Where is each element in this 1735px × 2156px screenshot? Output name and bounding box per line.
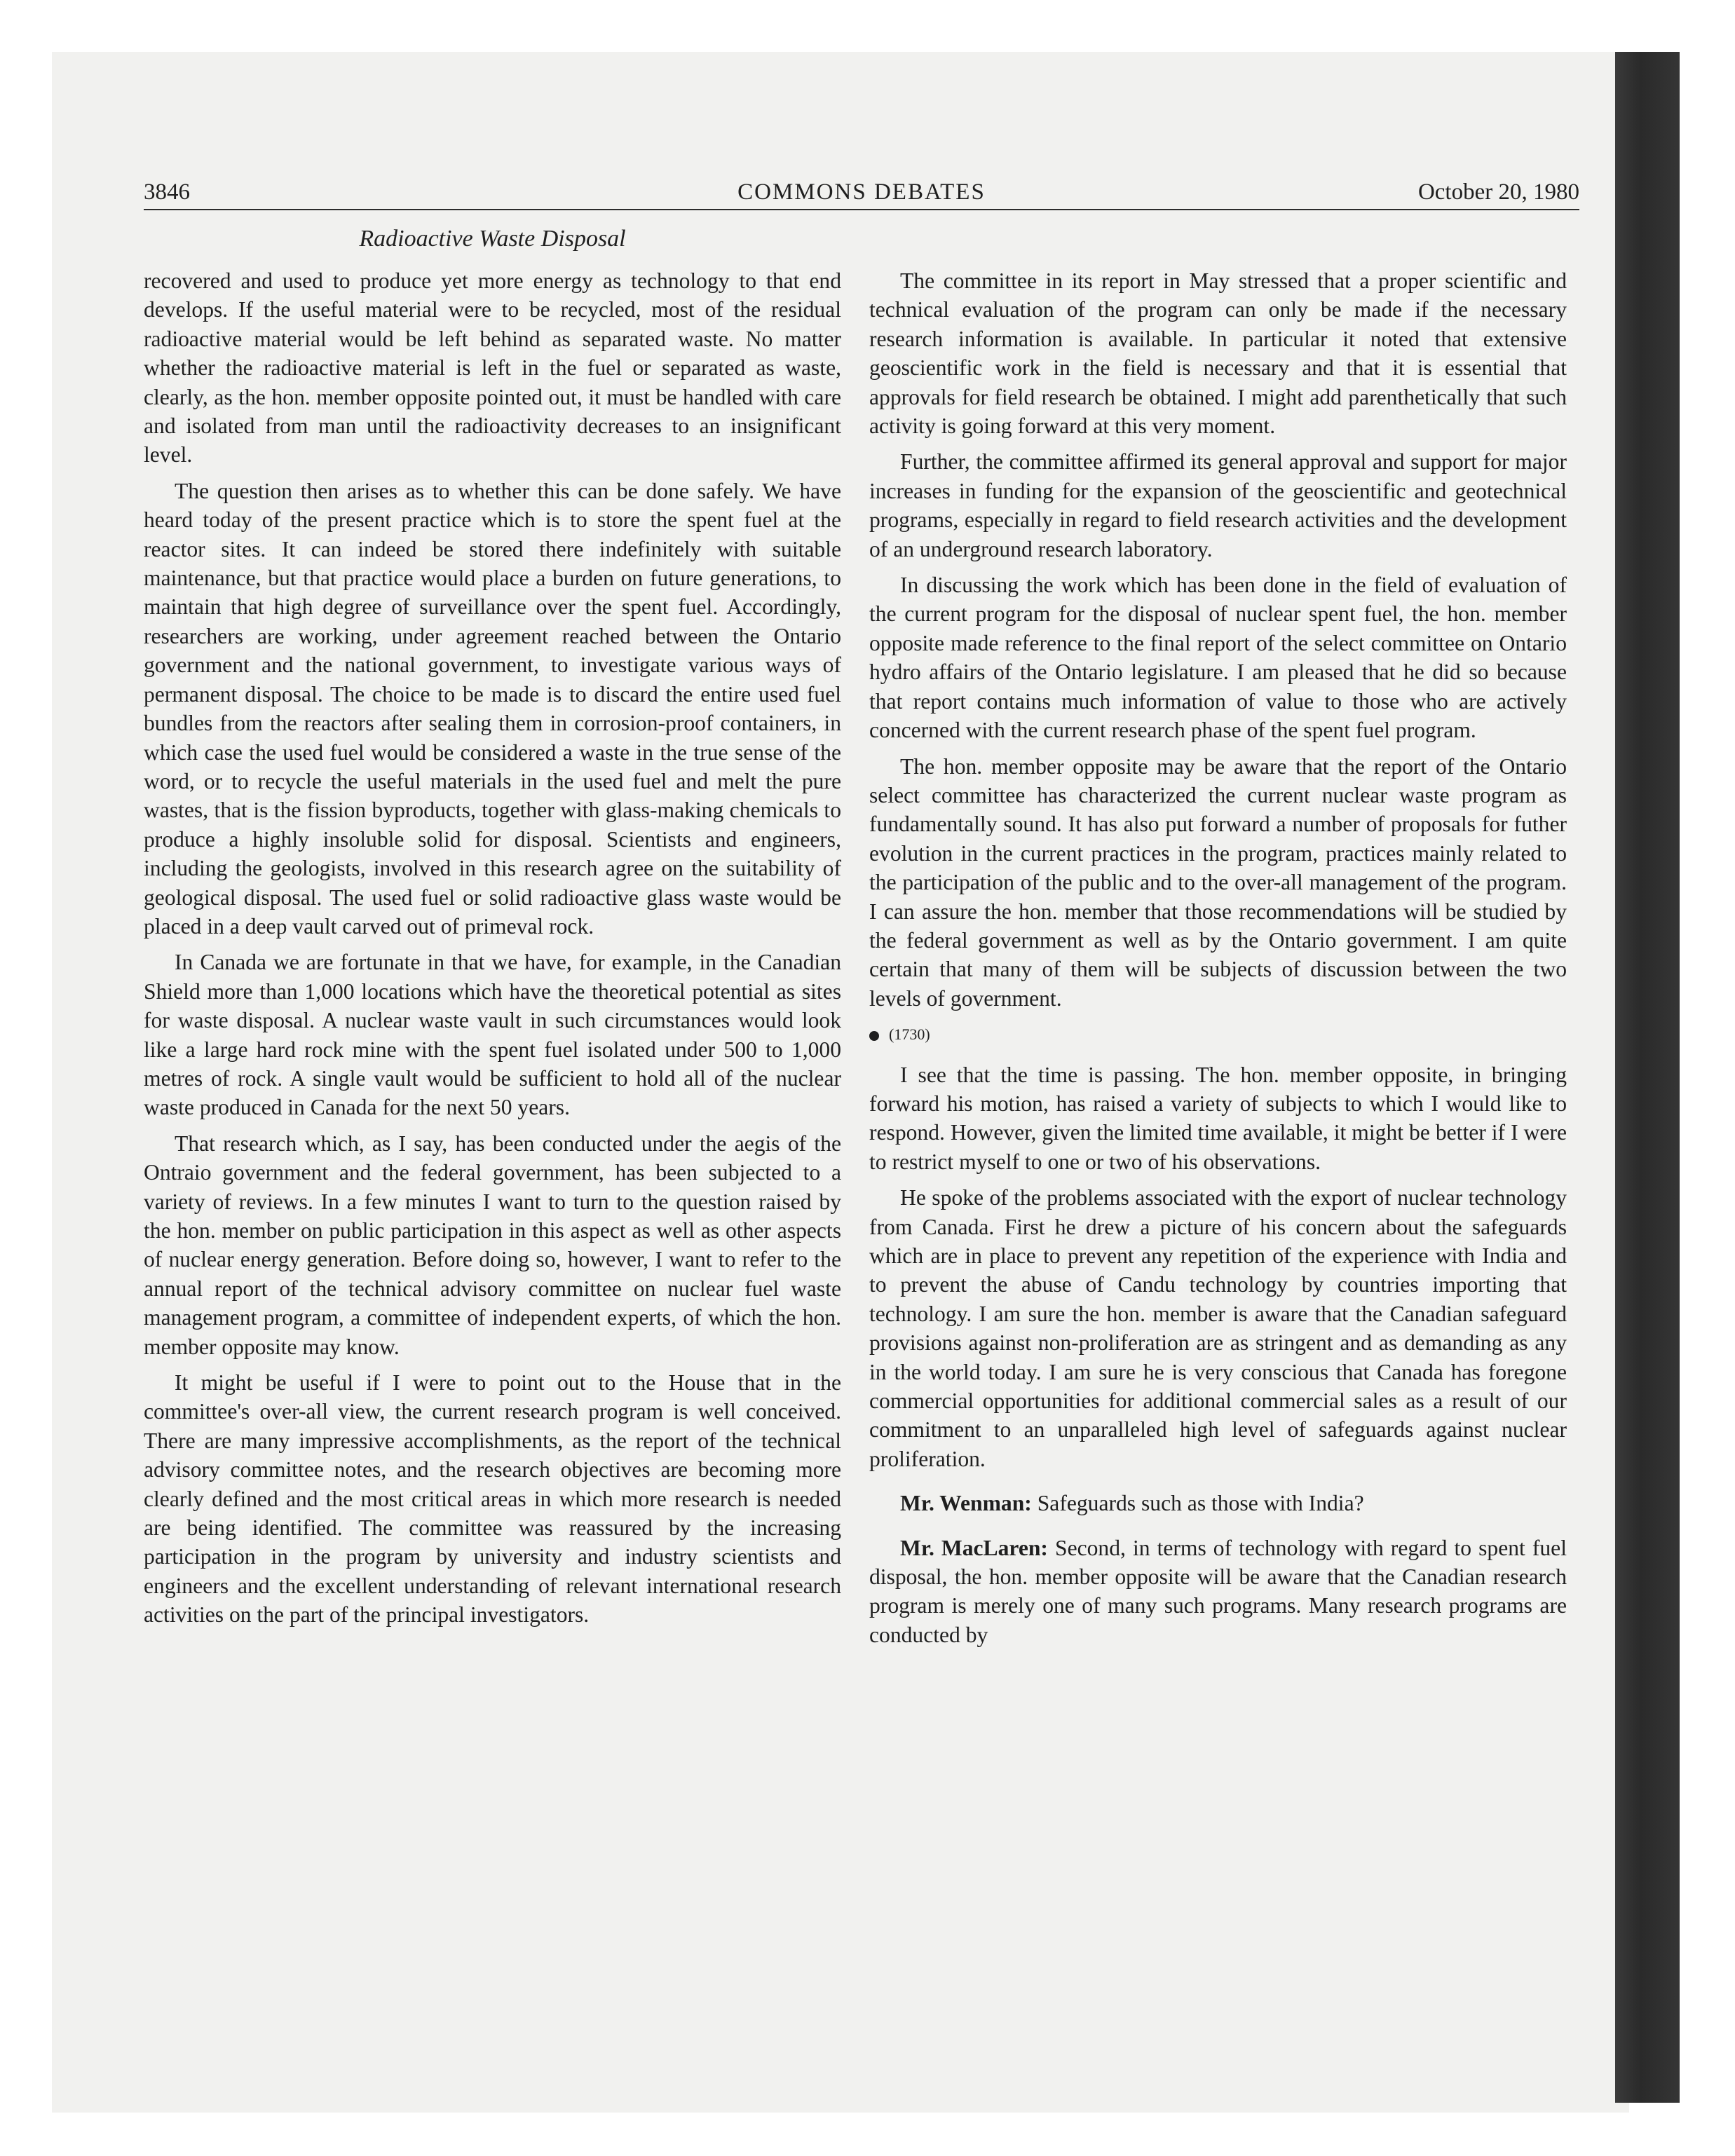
- paragraph: The question then arises as to whether this can be done safely. We have heard today of the present practice which is to store the spent fuel at the reactor sites. It can indeed be stored there indefinitely with suitable maintenance, but that practice would place a burden on future generations, to maintain that high degree of surveillance over the spent fuel. Accordingly, researchers are working, under agreement reached between the Ontario government and the national government, to investigate various ways of permanent disposal. The choice to be made is to discard the entire used fuel bundles from the reactors after sealing them in corrosion-proof containers, in which case the used fuel would be considered a waste in the true sense of the word, or to recycle the useful materials in the used fuel and melt the pure wastes, that is the fission byproducts, together with glass-making chemicals to produce a highly insoluble solid for disposal. Scientists and engineers, including the geologists, involved in this research agree on the suitability of geological disposal. The used fuel or solid radioactive glass waste would be placed in a deep vault carved out of primeval rock.: [144, 478, 841, 939]
- publication-date: October 20, 1980: [1417, 179, 1579, 205]
- left-column: [144, 266, 841, 1637]
- page-number: 3846: [144, 179, 190, 205]
- interjection: [869, 1489, 1567, 1517]
- paragraph: In Canada we are fortunate in that we have, for example, in the Canadian Shield more than 1,000 locations which have the theoretical potential as sites for waste disposal. A nuclear waste vault in such circumstances would look like a large hard rock mine with the spent fuel isolated under 500 to 1,000 metres of rock. A single vault would be sufficient to hold all of the nuclear waste produced in Canada for the next 50 years.: [144, 950, 841, 1120]
- paragraph: Further, the committee affirmed its general approval and support for major increases in funding for the expansion of the geoscientific and geotechnical programs, especially in regard to field research activities and the development of an underground research laboratory.: [869, 449, 1567, 561]
- paragraph: recovered and used to produce yet more energy as technology to that end develops. If the useful material were to be recycled, most of the residual radioactive material would be left behind as separated waste. No matter whether the radioactive material is left in the fuel or separated as waste, clearly, as the hon. member opposite pointed out, it must be handled with care and isolated from man until the radioactivity decreases to an insignificant level.: [144, 268, 841, 468]
- speech-text: Second, in terms of technology with regard to spent fuel disposal, the hon. member opposite will be aware that the Canadian research program is merely one of many such programs. Many research programs are conducted by: [869, 1535, 1567, 1647]
- paragraph: That research which, as I say, has been conducted under the aegis of the Ontraio government and the federal government, has been subjected to a variety of reviews. In a few minutes I want to turn to the question raised by the hon. member on public participation in this aspect as well as other aspects of nuclear energy generation. Before doing so, however, I want to refer to the annual report of the technical advisory committee on nuclear fuel waste management program, a committee of independent experts, of which the hon. member opposite may know.: [144, 1131, 841, 1359]
- paragraph: In discussing the work which has been done in the field of evaluation of the current program for the disposal of nuclear spent fuel, the hon. member opposite made reference to the final report of the select committee on Ontario hydro affairs of the Ontario legislature. I am pleased that he did so because that report contains much information of value to those who are actively concerned with the current research phase of the spent fuel program.: [869, 573, 1567, 743]
- publication-title: COMMONS DEBATES: [737, 179, 986, 205]
- scan-edge-shadow: [1615, 52, 1680, 2103]
- bullet-icon: [869, 1031, 879, 1041]
- speaker-name: Mr. Wenman:: [900, 1491, 1032, 1516]
- page-header: [144, 177, 1579, 213]
- paragraph: I see that the time is passing. The hon. member opposite, in bringing forward his motion, has raised a variety of subjects to which I would like to respond. However, given the limited time available, it might be better if I were to restrict myself to one or two of his observations.: [869, 1062, 1567, 1174]
- right-column: [869, 266, 1567, 1656]
- speaker-name: Mr. MacLaren:: [900, 1535, 1048, 1560]
- time-marker: [869, 1020, 1567, 1049]
- speech-text: Safeguards such as those with India?: [1037, 1491, 1364, 1516]
- paragraph: He spoke of the problems associated with the export of nuclear technology from Canada. First he drew a picture of his concern about the safeguards which are in place to prevent any repetition of the experience with India and to prevent the abuse of Candu technology by countries importing that technology. I am sure the hon. member is aware that the Canadian safeguard provisions against non-proliferation are as stringent and as demanding as any in the world today. I am sure he is very conscious that Canada has foregone commercial opportunities for additional commercial sales as a result of our commitment to an unparalleled high level of safeguards against nuclear proliferation.: [869, 1185, 1567, 1471]
- running-title: Radioactive Waste Disposal: [359, 226, 626, 252]
- paragraph: The committee in its report in May stressed that a proper scientific and technical evaluation of the program can only be made if the necessary research information is available. In particular it noted that extensive geoscientific work in the field is necessary and that it is essential that approvals for field research be obtained. I might add parenthetically that such activity is going forward at this very moment.: [869, 268, 1567, 439]
- interjection: [869, 1534, 1567, 1650]
- paragraph: The hon. member opposite may be aware that the report of the Ontario select committee has characterized the current nuclear waste program as fundamentally sound. It has also put forward a number of proposals for futher evolution in the current practices in the program, practices mainly related to the participation of the public and to the over-all management of the program. I can assure the hon. member that those recommendations will be studied by the federal government as well as by the Ontario government. I am quite certain that many of them will be subjects of discussion between the two levels of government.: [869, 753, 1567, 1011]
- header-rule: [144, 209, 1579, 210]
- time-marker-label: (1730): [889, 1025, 930, 1044]
- paragraph: It might be useful if I were to point out to the House that in the committee's over-all view, the current research program is well conceived. There are many impressive accomplishments, as the report of the technical advisory committee notes, and the research objectives are becoming more clearly defined and the most critical areas in which more research is needed are being identified. The committee was reassured by the increasing participation in the program by university and industry scientists and engineers and the excellent understanding of relevant international research activities on the part of the principal investigators.: [144, 1370, 841, 1628]
